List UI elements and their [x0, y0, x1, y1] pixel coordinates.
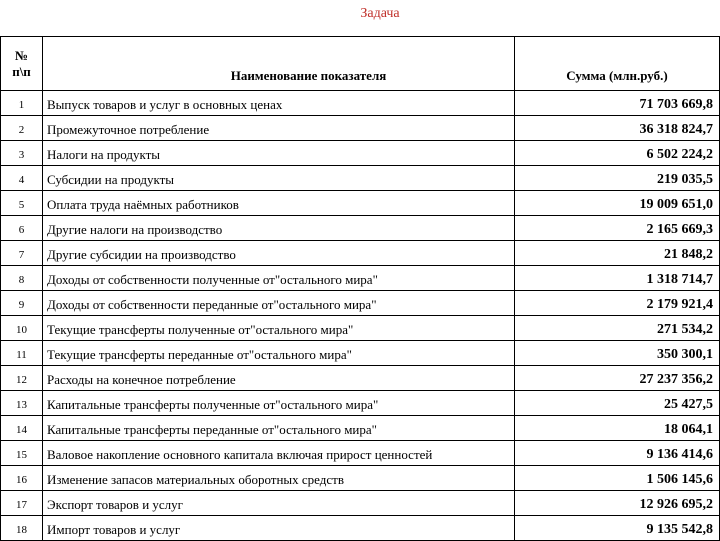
row-indicator-name: Выпуск товаров и услуг в основных ценах: [43, 91, 515, 116]
document-title: Задача: [360, 6, 400, 21]
table-row: [1, 341, 720, 366]
row-sum: 2 179 921,4: [515, 291, 720, 316]
table-row: [1, 441, 720, 466]
row-number: 5: [1, 191, 43, 216]
row-sum: 19 009 651,0: [515, 191, 720, 216]
row-indicator-name: Оплата труда наёмных работников: [43, 191, 515, 216]
row-indicator-name: Капитальные трансферты переданные от"остального мира": [43, 416, 515, 441]
table-row: [1, 466, 720, 491]
table-row: [1, 391, 720, 416]
table-row: [1, 191, 720, 216]
table-row: [1, 166, 720, 191]
table-row: [1, 116, 720, 141]
row-indicator-name: Импорт товаров и услуг: [43, 516, 515, 541]
table-body: [1, 91, 720, 541]
indicators-table: [0, 36, 720, 541]
row-sum: 1 318 714,7: [515, 266, 720, 291]
row-indicator-name: Налоги на продукты: [43, 141, 515, 166]
row-sum: 1 506 145,6: [515, 466, 720, 491]
row-number: 13: [1, 391, 43, 416]
row-number: 14: [1, 416, 43, 441]
header-number-abbr: п\п: [12, 63, 31, 79]
row-indicator-name: Текущие трансферты полученные от"остального мира": [43, 316, 515, 341]
row-sum: 6 502 224,2: [515, 141, 720, 166]
header-number: [1, 37, 43, 91]
row-sum: 12 926 695,2: [515, 491, 720, 516]
row-sum: 9 136 414,6: [515, 441, 720, 466]
table-row: [1, 366, 720, 391]
table-header-row: [1, 37, 720, 91]
row-indicator-name: Другие налоги на производство: [43, 216, 515, 241]
row-indicator-name: Расходы на конечное потребление: [43, 366, 515, 391]
row-number: 17: [1, 491, 43, 516]
table-row: [1, 91, 720, 116]
row-sum: 2 165 669,3: [515, 216, 720, 241]
table-row: [1, 516, 720, 541]
row-indicator-name: Капитальные трансферты полученные от"остального мира": [43, 391, 515, 416]
row-number: 9: [1, 291, 43, 316]
row-sum: 21 848,2: [515, 241, 720, 266]
table-row: [1, 241, 720, 266]
row-number: 1: [1, 91, 43, 116]
row-indicator-name: Изменение запасов материальных оборотных средств: [43, 466, 515, 491]
row-number: 8: [1, 266, 43, 291]
row-sum: 18 064,1: [515, 416, 720, 441]
row-indicator-name: Субсидии на продукты: [43, 166, 515, 191]
row-indicator-name: Текущие трансферты переданные от"остального мира": [43, 341, 515, 366]
table-row: [1, 416, 720, 441]
row-sum: 271 534,2: [515, 316, 720, 341]
row-sum: 27 237 356,2: [515, 366, 720, 391]
row-sum: 219 035,5: [515, 166, 720, 191]
row-number: 3: [1, 141, 43, 166]
table-row: [1, 491, 720, 516]
row-number: 10: [1, 316, 43, 341]
row-number: 15: [1, 441, 43, 466]
row-sum: 71 703 669,8: [515, 91, 720, 116]
row-indicator-name: Доходы от собственности полученные от"остального мира": [43, 266, 515, 291]
row-number: 16: [1, 466, 43, 491]
table-row: [1, 216, 720, 241]
row-number: 7: [1, 241, 43, 266]
table-row: [1, 266, 720, 291]
row-sum: 350 300,1: [515, 341, 720, 366]
row-number: 6: [1, 216, 43, 241]
row-number: 4: [1, 166, 43, 191]
row-indicator-name: Валовое накопление основного капитала включая прирост ценностей: [43, 441, 515, 466]
header-number-sign: №: [14, 47, 29, 63]
row-number: 2: [1, 116, 43, 141]
row-number: 12: [1, 366, 43, 391]
table-row: [1, 316, 720, 341]
table-row: [1, 141, 720, 166]
row-sum: 9 135 542,8: [515, 516, 720, 541]
row-indicator-name: Другие субсидии на производство: [43, 241, 515, 266]
table-row: [1, 291, 720, 316]
row-number: 18: [1, 516, 43, 541]
row-sum: 25 427,5: [515, 391, 720, 416]
header-indicator-name: Наименование показателя: [43, 37, 515, 91]
row-number: 11: [1, 341, 43, 366]
row-indicator-name: Экспорт товаров и услуг: [43, 491, 515, 516]
row-indicator-name: Доходы от собственности переданные от"остального мира": [43, 291, 515, 316]
row-indicator-name: Промежуточное потребление: [43, 116, 515, 141]
header-sum: Сумма (млн.руб.): [515, 37, 720, 91]
row-sum: 36 318 824,7: [515, 116, 720, 141]
